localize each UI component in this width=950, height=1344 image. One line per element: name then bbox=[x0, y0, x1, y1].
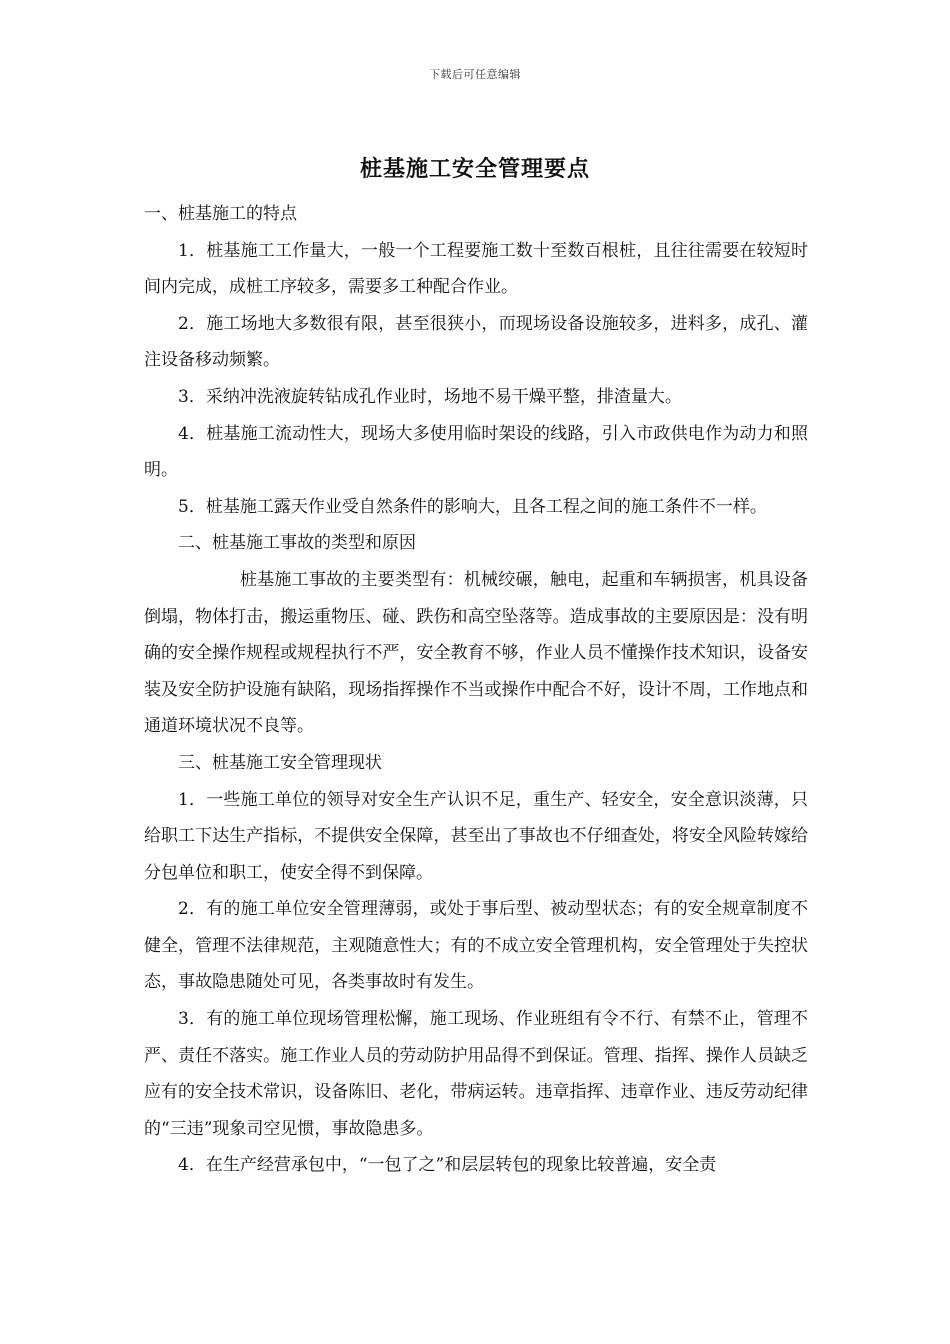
section-heading-2: 二、桩基施工事故的类型和原因 bbox=[178, 533, 416, 554]
paragraph-10: 4．在生产经营承包中，“一包了之”和层层转包的现象比较普遍，安全责 bbox=[178, 1155, 717, 1176]
paragraph-1: 1．桩基施工工作量大，一般一个工程要施工数十至数百根桩，且往往需要在较短时间内完成，成桩工序较多，需要多工种配合作业。 bbox=[144, 240, 808, 298]
document-title: 桩基施工安全管理要点 bbox=[359, 156, 590, 182]
download-note: 下载后可任意编辑 bbox=[429, 68, 521, 81]
document-body bbox=[144, 196, 808, 1184]
paragraph-4: 4．桩基施工流动性大，现场大多使用临时架设的线路，引入市政供电作为动力和照明。 bbox=[144, 423, 808, 481]
paragraph-2: 2．施工场地大多数很有限，甚至很狭小，而现场设备设施较多，进料多，成孔、灌注设备移动频繁。 bbox=[144, 313, 808, 371]
section-heading-1: 一、桩基施工的特点 bbox=[144, 204, 297, 224]
paragraph-9: 3．有的施工单位现场管理松懈，施工现场、作业班组有令不行、有禁不止，管理不严、责任不落实。施工作业人员的劳动防护用品得不到保证。管理、指挥、操作人员缺乏应有的安全技术常识，设备陈旧、老化，带病运转。违章指挥、违章作业、违反劳动纪律的“三违”现象司空见惯，事故隐患多。 bbox=[144, 1009, 808, 1139]
paragraph-5: 5．桩基施工露天作业受自然条件的影响大，且各工程之间的施工条件不一样。 bbox=[178, 496, 767, 517]
paragraph-6: 桩基施工事故的主要类型有：机械绞碾，触电，起重和车辆损害，机具设备倒塌，物体打击，搬运重物压、碰、跌伤和高空坠落等。造成事故的主要原因是：没有明确的安全操作规程或规程执行不严，安全教育不够，作业人员不懂操作技术知识，设备安装及安全防护设施有缺陷，现场指挥操作不当或操作中配合不好，设计不周，工作地点和通道环境状况不良等。 bbox=[144, 569, 808, 737]
paragraph-7: 1．一些施工单位的领导对安全生产认识不足，重生产、轻安全，安全意识淡薄，只给职工下达生产指标，不提供安全保障，甚至出了事故也不仔细查处，将安全风险转嫁给分包单位和职工，使安全得不到保障。 bbox=[144, 789, 808, 883]
section-heading-3: 三、桩基施工安全管理现状 bbox=[178, 752, 382, 773]
paragraph-8: 2．有的施工单位安全管理薄弱，或处于事后型、被动型状态；有的安全规章制度不健全，管理不法律规范，主观随意性大；有的不成立安全管理机构，安全管理处于失控状态，事故隐患随处可见，各类事故时有发生。 bbox=[144, 899, 808, 993]
paragraph-3: 3．采纳冲洗液旋转钻成孔作业时，场地不易干燥平整，排渣量大。 bbox=[178, 386, 682, 407]
